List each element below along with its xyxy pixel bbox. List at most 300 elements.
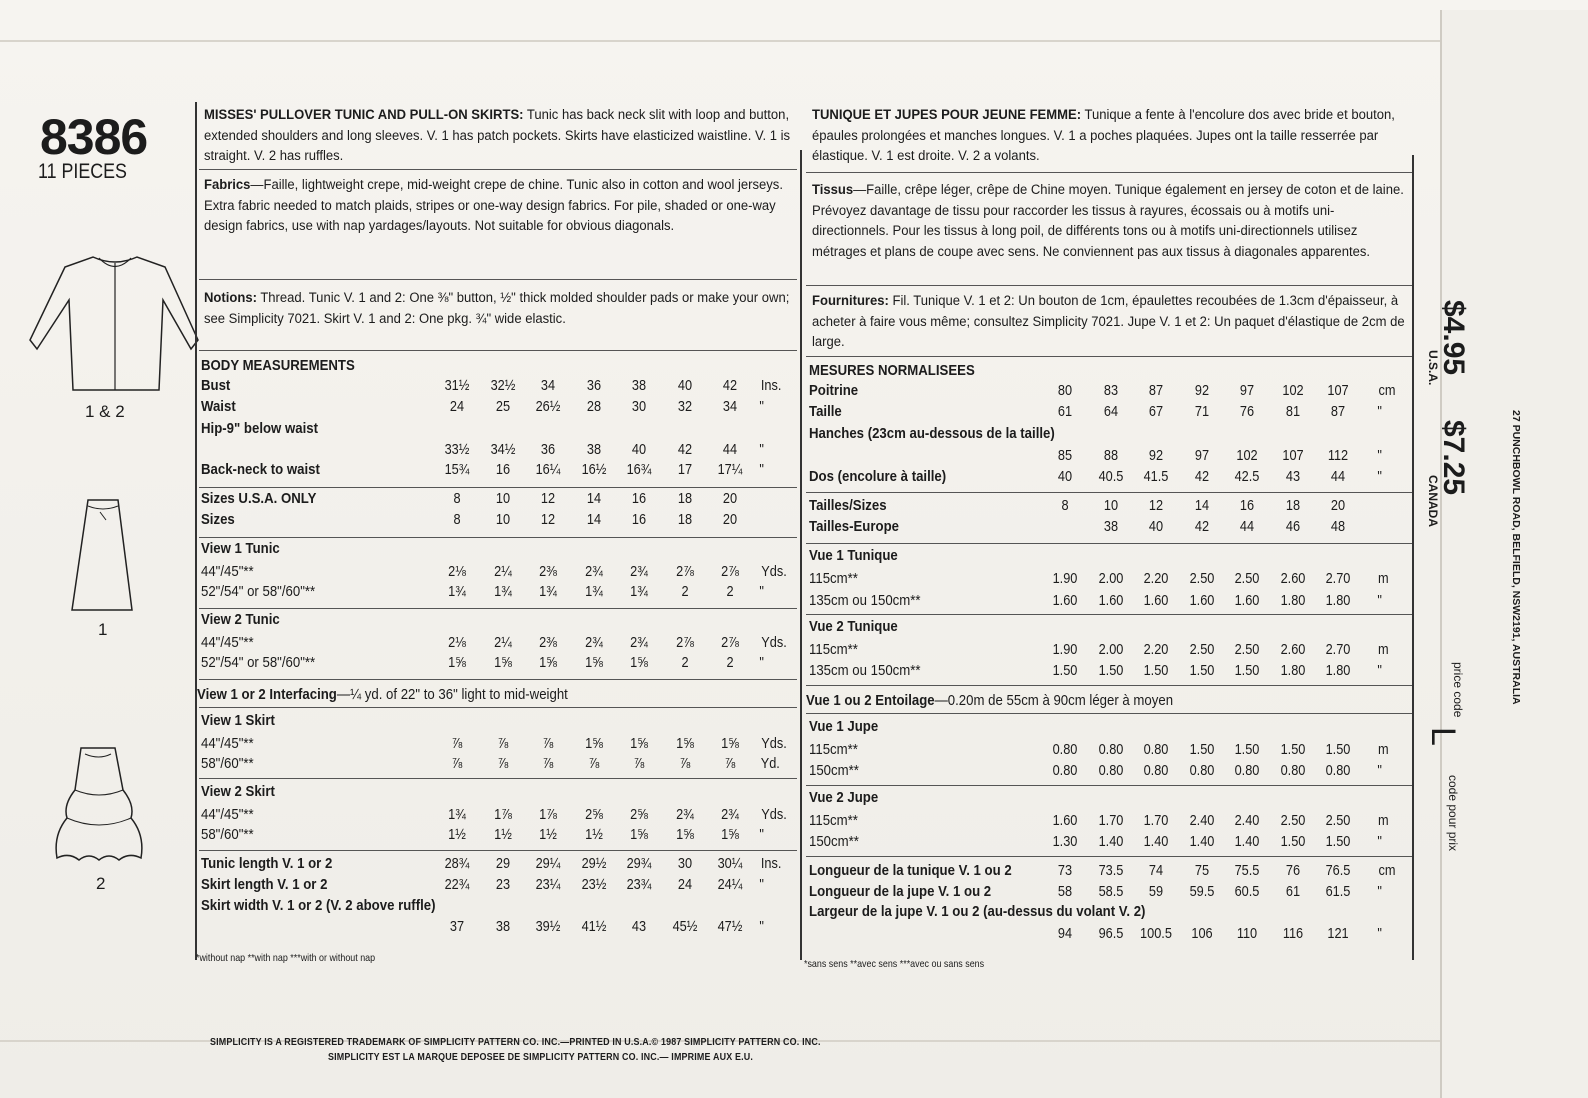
table-cell: 1.50 xyxy=(1143,662,1169,679)
row-label: 44"/45"** xyxy=(201,634,254,651)
unit-label: " xyxy=(759,461,764,478)
unit-label: Ins. xyxy=(760,377,782,394)
table-row xyxy=(809,788,1409,808)
row-label: Longueur de la tunique V. 1 ou 2 xyxy=(809,862,1012,879)
table-cell: 1.40 xyxy=(1234,833,1260,850)
row-label: Sizes U.S.A. ONLY xyxy=(201,490,317,507)
table-cell: 24 xyxy=(677,876,692,893)
table-row xyxy=(201,734,796,754)
table-cell: 1.70 xyxy=(1143,812,1169,829)
table-row xyxy=(809,361,1409,381)
table-row xyxy=(201,582,796,602)
table-cell: 1⅝ xyxy=(675,826,694,843)
table-cell: 67 xyxy=(1148,403,1164,420)
table-row xyxy=(809,902,1409,922)
table-cell: 29¼ xyxy=(535,855,561,872)
table-cell: 2.50 xyxy=(1234,570,1260,587)
table-cell: 121 xyxy=(1327,925,1349,942)
table-row xyxy=(809,811,1409,831)
table-cell: 60.5 xyxy=(1234,883,1260,900)
unit-label: " xyxy=(759,826,764,843)
unit-label: cm xyxy=(1378,862,1396,879)
table-cell: 37 xyxy=(449,918,465,935)
table-cell: 2.50 xyxy=(1280,812,1305,829)
table-cell: 1¾ xyxy=(584,583,603,600)
french-description: TUNIQUE ET JUPES POUR JEUNE FEMME: Tunique a fente à l'encolure dos avec bride et bouton, épaules prolongées et manches longues. V. 1 a poches plaquées. Jupes ont la taille resserrée par élastique. V. 1 est droite. V. 2 a volants. xyxy=(812,107,1395,165)
table-cell: ⅞ xyxy=(588,755,599,772)
french-interfacing: Vue 1 ou 2 Entoilage—0.20m de 55cm à 90cm léger à moyen xyxy=(806,692,1174,709)
table-cell: 1½ xyxy=(539,826,557,843)
table-cell: 87 xyxy=(1148,382,1164,399)
table-cell: 2⅝ xyxy=(630,806,648,823)
table-row xyxy=(809,924,1409,944)
table-cell: 14 xyxy=(586,511,601,528)
unit-label: m xyxy=(1377,812,1389,829)
unit-label: " xyxy=(759,583,764,600)
pattern-number: 8386 xyxy=(40,109,148,165)
table-cell: 88 xyxy=(1103,447,1118,464)
unit-label: " xyxy=(1377,762,1382,779)
table-cell: ⅞ xyxy=(497,735,508,752)
french-footnote: *sans sens **avec sens ***avec ou sans sens xyxy=(804,958,985,970)
table-row xyxy=(809,761,1409,781)
table-cell: 2⅞ xyxy=(721,563,739,580)
table-cell: 73 xyxy=(1057,862,1073,879)
table-cell: 25 xyxy=(495,398,510,415)
table-row xyxy=(201,854,796,874)
table-cell: 1.40 xyxy=(1143,833,1169,850)
row-label: Vue 1 Jupe xyxy=(809,718,879,735)
table-cell: 85 xyxy=(1057,447,1073,464)
table-cell: 2⅞ xyxy=(675,563,694,580)
row-label: Skirt width V. 1 or 2 (V. 2 above ruffle) xyxy=(201,897,436,914)
table-cell: 1⅝ xyxy=(630,654,648,671)
table-cell: 61.5 xyxy=(1325,883,1351,900)
table-cell: 1.50 xyxy=(1189,662,1214,679)
table-cell: 107 xyxy=(1281,447,1304,464)
table-cell: 30¼ xyxy=(717,855,743,872)
table-cell: 28¾ xyxy=(444,855,470,872)
table-cell: 24 xyxy=(449,398,465,415)
english-notions: Notions: Thread. Tunic V. 1 and 2: One ⅜" button, ½" thick molded shoulder pads or make your own; see Simplicity 7021. Skirt V. 1 and 2: One pkg. ¾" wide elastic. xyxy=(204,290,790,327)
table-cell: 1¾ xyxy=(448,806,466,823)
table-cell: 0.80 xyxy=(1189,762,1214,779)
table-cell: 2⅝ xyxy=(584,806,603,823)
price-usa-label: U.S.A. xyxy=(1426,350,1440,386)
table-cell: 23½ xyxy=(581,876,606,893)
table-cell: 18 xyxy=(677,490,692,507)
table-cell: 17¼ xyxy=(717,461,743,478)
table-cell: 29½ xyxy=(581,855,606,872)
row-label: Waist xyxy=(201,398,236,415)
table-cell: 1⅝ xyxy=(448,654,466,671)
table-row xyxy=(809,546,1409,566)
price-code: L xyxy=(1424,727,1462,746)
french-title: TUNIQUE ET JUPES POUR JEUNE FEMME: xyxy=(812,107,1082,123)
table-cell: 42 xyxy=(677,441,692,458)
table-cell: 1¾ xyxy=(493,583,512,600)
table-cell: 2 xyxy=(680,583,689,600)
french-notions: Fournitures: Fil. Tunique V. 1 et 2: Un bouton de 1cm, épaulettes recoubées de 1.3cm d'épaisseur, à acheter à faire vous même; consultez Simplicity 7021. Jupe V. 1 et 2: Un paquet d'élastique de 2cm de large. xyxy=(812,293,1405,351)
row-label: 135cm ou 150cm** xyxy=(809,662,921,679)
table-row xyxy=(809,446,1409,466)
table-cell: 94 xyxy=(1057,925,1073,942)
row-label: Longueur de la jupe V. 1 ou 2 xyxy=(809,883,992,900)
table-cell: 1⅝ xyxy=(493,654,512,671)
table-cell: 48 xyxy=(1330,518,1346,535)
table-cell: 2¼ xyxy=(493,634,512,651)
table-cell: 41.5 xyxy=(1143,468,1169,485)
unit-label: " xyxy=(1377,662,1382,679)
unit-label: Yd. xyxy=(760,755,780,772)
table-cell: 75 xyxy=(1194,862,1209,879)
unit-label: Yds. xyxy=(761,563,787,580)
table-cell: 0.80 xyxy=(1143,762,1169,779)
table-cell: ⅞ xyxy=(633,755,645,772)
table-row xyxy=(201,440,796,460)
table-cell: 1⅝ xyxy=(721,826,739,843)
table-cell: 20 xyxy=(722,511,738,528)
table-cell: 1.60 xyxy=(1052,592,1078,609)
table-cell: 15¾ xyxy=(444,461,470,478)
table-cell: 76 xyxy=(1285,862,1300,879)
row-label: 115cm** xyxy=(809,812,858,829)
table-cell: 2 xyxy=(726,583,734,600)
french-fabrics: Tissus—Faille, crêpe léger, crêpe de Chine moyen. Tunique également en jersey de coton et de laine. Prévoyez davantage de tissu pour raccorder les tissus à rayures, écossais ou à motifs uni-directionnels. Pour les tissus à long poil, de différents tons ou à motifs uni-directionnels utilisez métrages et plans de coupe avec sens. Ne conviennent pas aux tissus à diagonales apparentes. xyxy=(812,182,1404,260)
row-label: BODY MEASUREMENTS xyxy=(201,357,355,374)
table-row xyxy=(201,711,796,731)
table-cell: 1.50 xyxy=(1325,833,1351,850)
table-cell: 30 xyxy=(631,398,647,415)
table-cell: 97 xyxy=(1239,382,1255,399)
row-label: Bust xyxy=(201,377,231,394)
table-cell: ⅞ xyxy=(542,735,554,752)
table-cell: 106 xyxy=(1190,925,1213,942)
table-row xyxy=(201,782,796,802)
table-row xyxy=(809,467,1409,487)
table-row xyxy=(809,424,1409,444)
table-cell: 28 xyxy=(586,398,601,415)
table-cell: 2⅛ xyxy=(448,634,466,651)
table-cell: 1⅝ xyxy=(630,735,648,752)
table-cell: 34 xyxy=(722,398,738,415)
table-cell: 1.30 xyxy=(1052,833,1078,850)
table-cell: 42 xyxy=(1194,468,1209,485)
unit-label: Yds. xyxy=(761,735,787,752)
table-cell: 38 xyxy=(586,441,601,458)
legal-line-english: SIMPLICITY IS A REGISTERED TRADEMARK OF SIMPLICITY PATTERN CO. INC.—PRINTED IN U.S.A.© 1987 SIMPLICITY PATTERN CO. INC. xyxy=(210,1036,821,1048)
table-cell: 8 xyxy=(453,490,461,507)
table-cell: 1⅝ xyxy=(630,826,648,843)
table-cell: 1.60 xyxy=(1189,592,1214,609)
table-cell: 17 xyxy=(677,461,692,478)
table-cell: 36 xyxy=(586,377,601,394)
table-cell: 12 xyxy=(1148,497,1164,514)
table-cell: 2.50 xyxy=(1234,641,1260,658)
table-cell: 102 xyxy=(1281,382,1304,399)
price-canada: $7.25 xyxy=(1437,420,1470,496)
table-cell: 74 xyxy=(1148,862,1164,879)
table-cell: 1¾ xyxy=(448,583,466,600)
table-cell: ⅞ xyxy=(542,755,554,772)
table-cell: 1.60 xyxy=(1234,592,1260,609)
table-cell: 1.50 xyxy=(1234,741,1260,758)
english-measurement-table xyxy=(201,356,796,946)
table-cell: 32½ xyxy=(490,377,515,394)
table-cell: 2¾ xyxy=(630,634,648,651)
unit-label: " xyxy=(1377,833,1382,850)
table-cell: 59.5 xyxy=(1189,883,1214,900)
unit-label: " xyxy=(1377,468,1382,485)
table-cell: 32 xyxy=(677,398,692,415)
table-cell: 10 xyxy=(495,511,510,528)
table-row xyxy=(201,489,796,509)
table-cell: 20 xyxy=(722,490,738,507)
table-row xyxy=(809,381,1409,401)
table-cell: 1.80 xyxy=(1325,592,1351,609)
table-cell: 26½ xyxy=(535,398,561,415)
table-cell: 2¾ xyxy=(675,806,694,823)
row-label: 150cm** xyxy=(809,833,859,850)
row-label: Tailles-Europe xyxy=(809,518,899,535)
table-cell: 0.80 xyxy=(1052,762,1078,779)
table-cell: 2.70 xyxy=(1325,641,1351,658)
table-cell: 1.80 xyxy=(1280,592,1305,609)
table-cell: 23 xyxy=(495,876,510,893)
table-cell: 2.40 xyxy=(1234,812,1260,829)
table-cell: 1.50 xyxy=(1052,662,1078,679)
table-cell: 10 xyxy=(495,490,510,507)
table-cell: 0.80 xyxy=(1234,762,1260,779)
straight-skirt-sketch xyxy=(60,490,150,620)
table-cell: 2⅛ xyxy=(448,563,466,580)
table-cell: 16 xyxy=(631,511,647,528)
table-cell: 75.5 xyxy=(1234,862,1260,879)
table-cell: 2.60 xyxy=(1280,641,1305,658)
row-label: View 1 Tunic xyxy=(201,540,280,557)
table-row xyxy=(201,539,796,559)
unit-label: " xyxy=(759,918,764,935)
table-cell: 0.80 xyxy=(1098,762,1123,779)
table-cell: 40 xyxy=(1057,468,1073,485)
unit-label: " xyxy=(1377,925,1382,942)
table-row xyxy=(201,356,796,376)
table-row xyxy=(201,510,796,530)
table-cell: 1⅝ xyxy=(721,735,739,752)
english-description: MISSES' PULLOVER TUNIC AND PULL-ON SKIRTS: Tunic has back neck slit with loop and button, extended shoulders and long sleeves. V. 1 has patch pockets. Skirts have elasticized waistline. V. 1 is straight. V. 2 has ruffles. xyxy=(204,107,791,165)
table-cell: 1.80 xyxy=(1325,662,1351,679)
table-cell: 1⅝ xyxy=(584,735,603,752)
table-cell: 102 xyxy=(1236,447,1258,464)
table-cell: 1.50 xyxy=(1280,833,1305,850)
table-cell: 38 xyxy=(1103,518,1118,535)
table-row xyxy=(201,610,796,630)
legal-line-french: SIMPLICITY EST LA MARQUE DEPOSEE DE SIMPLICITY PATTERN CO. INC.— IMPRIME AUX E.U. xyxy=(328,1051,754,1063)
row-label: Vue 2 Jupe xyxy=(809,789,879,806)
table-cell: 81 xyxy=(1285,403,1300,420)
table-row xyxy=(809,640,1409,660)
table-cell: 0.80 xyxy=(1325,762,1351,779)
table-row xyxy=(809,496,1409,516)
table-cell: 76 xyxy=(1239,403,1255,420)
price-canada-label: CANADA xyxy=(1426,475,1440,527)
unit-label: " xyxy=(1377,883,1382,900)
table-row xyxy=(201,419,796,439)
table-cell: 40 xyxy=(677,377,692,394)
table-cell: 18 xyxy=(1285,497,1300,514)
table-cell: 1.50 xyxy=(1280,741,1305,758)
table-row xyxy=(201,875,796,895)
unit-label: Yds. xyxy=(761,634,787,651)
table-cell: 1½ xyxy=(493,826,512,843)
table-cell: 58 xyxy=(1057,883,1073,900)
table-cell: 1.60 xyxy=(1052,812,1078,829)
table-row xyxy=(201,754,796,774)
table-cell: ⅞ xyxy=(679,755,690,772)
price-code-label: price code xyxy=(1451,662,1465,718)
unit-label: " xyxy=(759,398,764,415)
row-label: Skirt length V. 1 or 2 xyxy=(201,876,328,893)
table-row xyxy=(809,717,1409,737)
unit-label: Ins. xyxy=(760,855,782,872)
table-cell: 8 xyxy=(453,511,461,528)
table-cell: 1.50 xyxy=(1189,741,1214,758)
unit-label: m xyxy=(1377,570,1389,587)
unit-label: " xyxy=(759,441,764,458)
table-cell: 44 xyxy=(722,441,738,458)
unit-label: " xyxy=(1377,403,1382,420)
table-cell: 14 xyxy=(1194,497,1209,514)
table-cell: 43 xyxy=(1285,468,1300,485)
table-cell: 45½ xyxy=(672,918,697,935)
table-cell: 64 xyxy=(1103,403,1118,420)
table-cell: 1⅞ xyxy=(493,806,512,823)
table-cell: 1.70 xyxy=(1098,812,1123,829)
row-label: Largeur de la jupe V. 1 ou 2 (au-dessus du volant V. 2) xyxy=(809,903,1146,920)
table-cell: 97 xyxy=(1194,447,1209,464)
table-row xyxy=(809,591,1409,611)
unit-label: " xyxy=(759,654,764,671)
table-cell: 2¾ xyxy=(584,563,603,580)
price-usa: $4.95 xyxy=(1437,300,1470,376)
table-cell: 2.00 xyxy=(1098,641,1123,658)
ruffle-skirt-sketch xyxy=(45,740,155,870)
table-row xyxy=(201,460,796,480)
table-cell: 2¾ xyxy=(584,634,603,651)
table-cell: 18 xyxy=(677,511,692,528)
table-cell: ⅞ xyxy=(451,735,463,752)
table-cell: 10 xyxy=(1103,497,1118,514)
table-row xyxy=(201,633,796,653)
table-cell: 24¼ xyxy=(717,876,743,893)
table-cell: 2 xyxy=(726,654,734,671)
row-label: Hip-9" below waist xyxy=(201,420,319,437)
table-row xyxy=(809,861,1409,881)
english-fabrics: Fabrics—Faille, lightweight crepe, mid-weight crepe de chine. Tunic also in cotton and wool jerseys. Extra fabric needed to match plaids, stripes or one-way design fabrics. For pile, shaded or one-way design fabrics, use with nap yardages/layouts. Not suitable for obvious diagonals. xyxy=(204,177,783,235)
table-cell: 20 xyxy=(1330,497,1346,514)
table-cell: 42 xyxy=(1194,518,1209,535)
table-cell: 100.5 xyxy=(1140,925,1172,942)
table-cell: 40 xyxy=(1148,518,1164,535)
table-row xyxy=(201,653,796,673)
row-label: 52"/54" or 58"/60"** xyxy=(201,654,316,671)
table-cell: 16 xyxy=(495,461,510,478)
table-cell: 1.90 xyxy=(1052,570,1078,587)
table-cell: 83 xyxy=(1103,382,1118,399)
table-cell: 61 xyxy=(1057,403,1073,420)
table-cell: 40 xyxy=(631,441,647,458)
table-cell: 110 xyxy=(1236,925,1258,942)
table-cell: 8 xyxy=(1061,497,1069,514)
table-cell: 2.60 xyxy=(1280,570,1305,587)
table-cell: 2⅞ xyxy=(675,634,694,651)
table-cell: 2¾ xyxy=(630,563,648,580)
unit-label: " xyxy=(1377,447,1382,464)
table-cell: 1.40 xyxy=(1189,833,1214,850)
english-title: MISSES' PULLOVER TUNIC AND PULL-ON SKIRTS: xyxy=(204,107,524,123)
table-cell: 2¼ xyxy=(493,563,512,580)
table-cell: 0.80 xyxy=(1143,741,1169,758)
table-cell: 38 xyxy=(495,918,510,935)
table-cell: 1½ xyxy=(448,826,466,843)
table-row xyxy=(201,896,796,916)
table-cell: 58.5 xyxy=(1098,883,1123,900)
table-cell: 14 xyxy=(586,490,601,507)
table-cell: 16½ xyxy=(581,461,606,478)
table-cell: 1⅝ xyxy=(584,654,603,671)
table-cell: 0.80 xyxy=(1280,762,1305,779)
table-cell: 16 xyxy=(1239,497,1255,514)
table-cell: 96.5 xyxy=(1098,925,1123,942)
tunic-sketch xyxy=(15,245,205,405)
code-prix-label: code pour prix xyxy=(1446,775,1460,852)
table-cell: 1.40 xyxy=(1098,833,1123,850)
table-cell: 34½ xyxy=(490,441,515,458)
table-cell: 44 xyxy=(1239,518,1255,535)
table-cell: 1¾ xyxy=(630,583,648,600)
table-cell: ⅞ xyxy=(451,755,463,772)
table-cell: 23¾ xyxy=(626,876,652,893)
table-cell: 2.20 xyxy=(1143,641,1169,658)
table-row xyxy=(809,740,1409,760)
table-cell: 41½ xyxy=(581,918,606,935)
table-cell: 1⅞ xyxy=(539,806,557,823)
row-label: Vue 1 Tunique xyxy=(809,547,898,564)
table-cell: 2.40 xyxy=(1189,812,1214,829)
row-label: 44"/45"** xyxy=(201,806,254,823)
table-cell: 1.80 xyxy=(1280,662,1305,679)
table-cell: 112 xyxy=(1327,447,1349,464)
table-cell: 30 xyxy=(677,855,692,872)
table-cell: 1¾ xyxy=(539,583,557,600)
unit-label: m xyxy=(1377,741,1389,758)
row-label: 150cm** xyxy=(809,762,859,779)
row-label: Sizes xyxy=(201,511,235,528)
table-cell: 31½ xyxy=(444,377,470,394)
table-cell: 16¾ xyxy=(626,461,652,478)
table-cell: 1⅝ xyxy=(539,654,557,671)
table-row xyxy=(809,832,1409,852)
table-row xyxy=(809,569,1409,589)
table-cell: 36 xyxy=(540,441,556,458)
table-cell: 39½ xyxy=(535,918,561,935)
table-cell: 80 xyxy=(1057,382,1073,399)
table-cell: 2.20 xyxy=(1143,570,1169,587)
table-cell: 40.5 xyxy=(1098,468,1123,485)
table-cell: 1.50 xyxy=(1325,741,1351,758)
table-cell: 73.5 xyxy=(1098,862,1123,879)
table-cell: 71 xyxy=(1194,403,1209,420)
